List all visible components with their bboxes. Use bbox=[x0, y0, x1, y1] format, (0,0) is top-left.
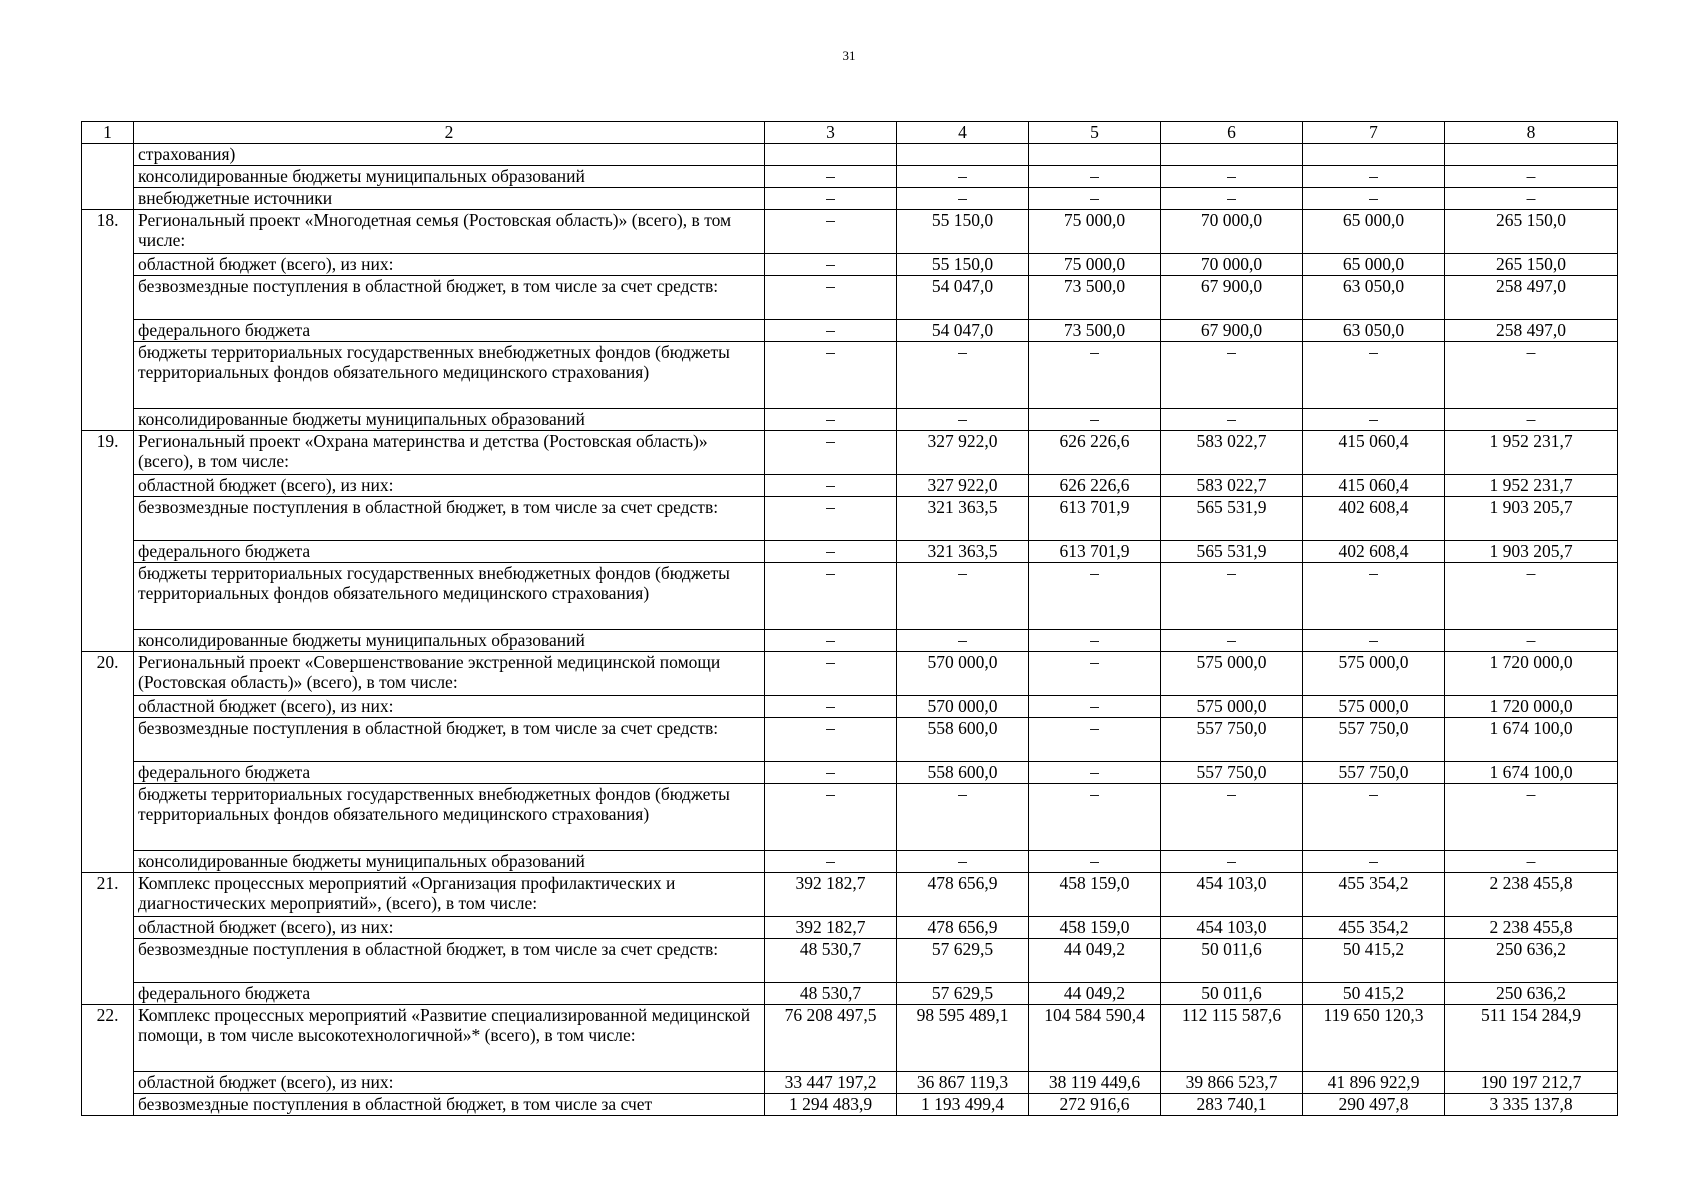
value-cell-col8: 1 720 000,0 bbox=[1445, 652, 1618, 696]
value-cell-col7: – bbox=[1303, 851, 1445, 873]
value-cell-col3: – bbox=[765, 475, 897, 497]
value-cell-col6: – bbox=[1161, 166, 1303, 188]
value-cell-col3: – bbox=[765, 320, 897, 342]
value-cell-col8: 1 952 231,7 bbox=[1445, 475, 1618, 497]
value-cell-col7: 119 650 120,3 bbox=[1303, 1005, 1445, 1072]
value-cell-col5: – bbox=[1029, 409, 1161, 431]
table-row bbox=[82, 652, 1618, 696]
table-row bbox=[82, 851, 1618, 873]
value-cell-col3: 76 208 497,5 bbox=[765, 1005, 897, 1072]
row-description: бюджеты территориальных государственных внебюджетных фондов (бюджеты территориальных фондов обязательного медицинского страхования) bbox=[134, 563, 765, 630]
value-cell-col4: 98 595 489,1 bbox=[897, 1005, 1029, 1072]
value-cell-col8: 1 674 100,0 bbox=[1445, 718, 1618, 762]
value-cell-col3: – bbox=[765, 497, 897, 541]
value-cell-col8: 1 674 100,0 bbox=[1445, 762, 1618, 784]
value-cell-col7: – bbox=[1303, 166, 1445, 188]
value-cell-col7: 50 415,2 bbox=[1303, 983, 1445, 1005]
header-row bbox=[82, 122, 1618, 144]
row-description: федерального бюджета bbox=[134, 320, 765, 342]
value-cell-col8: 511 154 284,9 bbox=[1445, 1005, 1618, 1072]
table-row bbox=[82, 276, 1618, 320]
value-cell-col7: 415 060,4 bbox=[1303, 475, 1445, 497]
value-cell-col3: – bbox=[765, 762, 897, 784]
value-cell-col6: 565 531,9 bbox=[1161, 497, 1303, 541]
value-cell-col5: – bbox=[1029, 762, 1161, 784]
row-description: безвозмездные поступления в областной бюджет, в том числе за счет средств: bbox=[134, 718, 765, 762]
value-cell-col6: – bbox=[1161, 851, 1303, 873]
value-cell-col6: 557 750,0 bbox=[1161, 762, 1303, 784]
value-cell-col6: 575 000,0 bbox=[1161, 652, 1303, 696]
row-description: областной бюджет (всего), из них: bbox=[134, 917, 765, 939]
row-description: Региональный проект «Совершенствование экстренной медицинской помощи (Ростовская область)» (всего), в том числе: bbox=[134, 652, 765, 696]
value-cell-col7: – bbox=[1303, 342, 1445, 409]
value-cell-col8: – bbox=[1445, 630, 1618, 652]
value-cell-col4: 327 922,0 bbox=[897, 475, 1029, 497]
table-row bbox=[82, 762, 1618, 784]
value-cell-col5: 613 701,9 bbox=[1029, 541, 1161, 563]
value-cell-col4: 1 193 499,4 bbox=[897, 1094, 1029, 1116]
table-row bbox=[82, 983, 1618, 1005]
row-description: Комплекс процессных мероприятий «Развитие специализированной медицинской помощи, в том числе высокотехнологичной»* (всего), в том числе: bbox=[134, 1005, 765, 1072]
value-cell-col4: 36 867 119,3 bbox=[897, 1072, 1029, 1094]
row-description: безвозмездные поступления в областной бюджет, в том числе за счет средств: bbox=[134, 276, 765, 320]
value-cell-col6: – bbox=[1161, 630, 1303, 652]
value-cell-col7: 575 000,0 bbox=[1303, 652, 1445, 696]
value-cell-col7: 455 354,2 bbox=[1303, 873, 1445, 917]
value-cell-col4: – bbox=[897, 342, 1029, 409]
value-cell-col7: – bbox=[1303, 630, 1445, 652]
value-cell-col5: – bbox=[1029, 563, 1161, 630]
value-cell-col6: 50 011,6 bbox=[1161, 983, 1303, 1005]
table-row bbox=[82, 431, 1618, 475]
value-cell-col6: 283 740,1 bbox=[1161, 1094, 1303, 1116]
row-description: внебюджетные источники bbox=[134, 188, 765, 210]
value-cell-col4: 321 363,5 bbox=[897, 541, 1029, 563]
value-cell-col6: – bbox=[1161, 188, 1303, 210]
header-cell: 1 bbox=[82, 122, 134, 144]
item-number: 21. bbox=[82, 873, 134, 1005]
value-cell-col7: 402 608,4 bbox=[1303, 541, 1445, 563]
table-row bbox=[82, 1005, 1618, 1072]
value-cell-col5: 44 049,2 bbox=[1029, 939, 1161, 983]
value-cell-col6: 70 000,0 bbox=[1161, 210, 1303, 254]
value-cell-col6: – bbox=[1161, 784, 1303, 851]
value-cell-col3 bbox=[765, 144, 897, 166]
value-cell-col7: 63 050,0 bbox=[1303, 276, 1445, 320]
value-cell-col5: 73 500,0 bbox=[1029, 320, 1161, 342]
table-row bbox=[82, 696, 1618, 718]
value-cell-col7: 63 050,0 bbox=[1303, 320, 1445, 342]
value-cell-col8: 265 150,0 bbox=[1445, 254, 1618, 276]
value-cell-col7: 455 354,2 bbox=[1303, 917, 1445, 939]
value-cell-col7: 557 750,0 bbox=[1303, 762, 1445, 784]
value-cell-col7: 65 000,0 bbox=[1303, 210, 1445, 254]
table-row bbox=[82, 541, 1618, 563]
value-cell-col5: – bbox=[1029, 342, 1161, 409]
header-cell: 6 bbox=[1161, 122, 1303, 144]
value-cell-col8: – bbox=[1445, 784, 1618, 851]
value-cell-col3: – bbox=[765, 630, 897, 652]
row-description: Региональный проект «Охрана материнства и детства (Ростовская область)» (всего), в том числе: bbox=[134, 431, 765, 475]
value-cell-col3: – bbox=[765, 188, 897, 210]
value-cell-col5: 38 119 449,6 bbox=[1029, 1072, 1161, 1094]
value-cell-col5 bbox=[1029, 144, 1161, 166]
value-cell-col5: – bbox=[1029, 784, 1161, 851]
value-cell-col5: – bbox=[1029, 718, 1161, 762]
value-cell-col5: 613 701,9 bbox=[1029, 497, 1161, 541]
value-cell-col8: 250 636,2 bbox=[1445, 983, 1618, 1005]
value-cell-col8: 3 335 137,8 bbox=[1445, 1094, 1618, 1116]
value-cell-col7: 402 608,4 bbox=[1303, 497, 1445, 541]
table-row bbox=[82, 475, 1618, 497]
value-cell-col7 bbox=[1303, 144, 1445, 166]
value-cell-col3: – bbox=[765, 652, 897, 696]
value-cell-col8: 2 238 455,8 bbox=[1445, 873, 1618, 917]
value-cell-col4: – bbox=[897, 563, 1029, 630]
row-description: Комплекс процессных мероприятий «Организация профилактических и диагностических мероприятий», (всего), в том числе: bbox=[134, 873, 765, 917]
value-cell-col5: – bbox=[1029, 652, 1161, 696]
value-cell-col5: 458 159,0 bbox=[1029, 873, 1161, 917]
value-cell-col3: 33 447 197,2 bbox=[765, 1072, 897, 1094]
value-cell-col8 bbox=[1445, 144, 1618, 166]
value-cell-col5: – bbox=[1029, 630, 1161, 652]
value-cell-col3: – bbox=[765, 851, 897, 873]
value-cell-col4: – bbox=[897, 630, 1029, 652]
row-description: областной бюджет (всего), из них: bbox=[134, 1072, 765, 1094]
table-row bbox=[82, 939, 1618, 983]
table-row bbox=[82, 718, 1618, 762]
header-cell: 4 bbox=[897, 122, 1029, 144]
value-cell-col6: – bbox=[1161, 563, 1303, 630]
item-number: 18. bbox=[82, 210, 134, 431]
value-cell-col3: – bbox=[765, 541, 897, 563]
table-row bbox=[82, 254, 1618, 276]
value-cell-col3: 48 530,7 bbox=[765, 939, 897, 983]
value-cell-col6: 565 531,9 bbox=[1161, 541, 1303, 563]
value-cell-col4: – bbox=[897, 409, 1029, 431]
value-cell-col4: – bbox=[897, 166, 1029, 188]
value-cell-col8: 1 952 231,7 bbox=[1445, 431, 1618, 475]
value-cell-col4: 57 629,5 bbox=[897, 939, 1029, 983]
value-cell-col3: – bbox=[765, 210, 897, 254]
value-cell-col3: – bbox=[765, 563, 897, 630]
value-cell-col4: 55 150,0 bbox=[897, 254, 1029, 276]
value-cell-col5: – bbox=[1029, 851, 1161, 873]
value-cell-col4: 321 363,5 bbox=[897, 497, 1029, 541]
value-cell-col8: 250 636,2 bbox=[1445, 939, 1618, 983]
value-cell-col3: – bbox=[765, 342, 897, 409]
value-cell-col6: 39 866 523,7 bbox=[1161, 1072, 1303, 1094]
item-number: 22. bbox=[82, 1005, 134, 1116]
row-description: областной бюджет (всего), из них: bbox=[134, 696, 765, 718]
header-cell: 2 bbox=[134, 122, 765, 144]
value-cell-col7: 575 000,0 bbox=[1303, 696, 1445, 718]
row-description: федерального бюджета bbox=[134, 762, 765, 784]
row-description: областной бюджет (всего), из них: bbox=[134, 254, 765, 276]
value-cell-col3: – bbox=[765, 431, 897, 475]
value-cell-col6: 454 103,0 bbox=[1161, 917, 1303, 939]
item-number bbox=[82, 144, 134, 210]
value-cell-col6: 67 900,0 bbox=[1161, 276, 1303, 320]
table-row bbox=[82, 563, 1618, 630]
header-cell: 5 bbox=[1029, 122, 1161, 144]
value-cell-col3: – bbox=[765, 166, 897, 188]
value-cell-col6: – bbox=[1161, 342, 1303, 409]
header-cell: 3 bbox=[765, 122, 897, 144]
value-cell-col4: 478 656,9 bbox=[897, 873, 1029, 917]
value-cell-col6: – bbox=[1161, 409, 1303, 431]
row-description: федерального бюджета bbox=[134, 541, 765, 563]
row-description: Региональный проект «Многодетная семья (Ростовская область)» (всего), в том числе: bbox=[134, 210, 765, 254]
value-cell-col4: 570 000,0 bbox=[897, 696, 1029, 718]
value-cell-col5: 626 226,6 bbox=[1029, 475, 1161, 497]
value-cell-col5: – bbox=[1029, 166, 1161, 188]
row-description: консолидированные бюджеты муниципальных образований bbox=[134, 166, 765, 188]
value-cell-col5: 75 000,0 bbox=[1029, 210, 1161, 254]
row-description: бюджеты территориальных государственных внебюджетных фондов (бюджеты территориальных фондов обязательного медицинского страхования) bbox=[134, 784, 765, 851]
value-cell-col5: 458 159,0 bbox=[1029, 917, 1161, 939]
value-cell-col5: 75 000,0 bbox=[1029, 254, 1161, 276]
value-cell-col7: 557 750,0 bbox=[1303, 718, 1445, 762]
value-cell-col8: 1 720 000,0 bbox=[1445, 696, 1618, 718]
value-cell-col7: 290 497,8 bbox=[1303, 1094, 1445, 1116]
value-cell-col4: 327 922,0 bbox=[897, 431, 1029, 475]
header-cell: 7 bbox=[1303, 122, 1445, 144]
value-cell-col3: – bbox=[765, 718, 897, 762]
value-cell-col7: 50 415,2 bbox=[1303, 939, 1445, 983]
value-cell-col6: 50 011,6 bbox=[1161, 939, 1303, 983]
row-description: безвозмездные поступления в областной бюджет, в том числе за счет bbox=[134, 1094, 765, 1116]
row-description: консолидированные бюджеты муниципальных образований bbox=[134, 409, 765, 431]
value-cell-col6: 454 103,0 bbox=[1161, 873, 1303, 917]
value-cell-col7: 65 000,0 bbox=[1303, 254, 1445, 276]
table-row bbox=[82, 630, 1618, 652]
value-cell-col8: 265 150,0 bbox=[1445, 210, 1618, 254]
header-cell: 8 bbox=[1445, 122, 1618, 144]
value-cell-col8: 2 238 455,8 bbox=[1445, 917, 1618, 939]
value-cell-col4: – bbox=[897, 188, 1029, 210]
table-row bbox=[82, 342, 1618, 409]
value-cell-col4: 54 047,0 bbox=[897, 276, 1029, 320]
value-cell-col8: – bbox=[1445, 563, 1618, 630]
table-row bbox=[82, 497, 1618, 541]
value-cell-col8: – bbox=[1445, 409, 1618, 431]
value-cell-col6: 557 750,0 bbox=[1161, 718, 1303, 762]
value-cell-col6: 67 900,0 bbox=[1161, 320, 1303, 342]
value-cell-col5: 73 500,0 bbox=[1029, 276, 1161, 320]
value-cell-col4: 558 600,0 bbox=[897, 762, 1029, 784]
table-row bbox=[82, 210, 1618, 254]
value-cell-col7: – bbox=[1303, 563, 1445, 630]
value-cell-col3: – bbox=[765, 276, 897, 320]
value-cell-col3: 392 182,7 bbox=[765, 917, 897, 939]
page-number: 31 bbox=[842, 48, 856, 63]
value-cell-col5: 626 226,6 bbox=[1029, 431, 1161, 475]
table-body bbox=[82, 122, 1618, 1116]
value-cell-col7: 41 896 922,9 bbox=[1303, 1072, 1445, 1094]
table-row bbox=[82, 1072, 1618, 1094]
value-cell-col8: 190 197 212,7 bbox=[1445, 1072, 1618, 1094]
value-cell-col5: 272 916,6 bbox=[1029, 1094, 1161, 1116]
value-cell-col8: 258 497,0 bbox=[1445, 276, 1618, 320]
item-number: 20. bbox=[82, 652, 134, 873]
value-cell-col4: 55 150,0 bbox=[897, 210, 1029, 254]
value-cell-col8: – bbox=[1445, 188, 1618, 210]
row-description: консолидированные бюджеты муниципальных образований bbox=[134, 851, 765, 873]
value-cell-col6: 112 115 587,6 bbox=[1161, 1005, 1303, 1072]
table-row bbox=[82, 320, 1618, 342]
row-description: безвозмездные поступления в областной бюджет, в том числе за счет средств: bbox=[134, 497, 765, 541]
value-cell-col6: 70 000,0 bbox=[1161, 254, 1303, 276]
value-cell-col8: 1 903 205,7 bbox=[1445, 497, 1618, 541]
value-cell-col8: 1 903 205,7 bbox=[1445, 541, 1618, 563]
value-cell-col7: – bbox=[1303, 409, 1445, 431]
value-cell-col5: – bbox=[1029, 696, 1161, 718]
value-cell-col4: – bbox=[897, 851, 1029, 873]
item-number: 19. bbox=[82, 431, 134, 652]
value-cell-col7: – bbox=[1303, 784, 1445, 851]
table-row bbox=[82, 188, 1618, 210]
row-description: безвозмездные поступления в областной бюджет, в том числе за счет средств: bbox=[134, 939, 765, 983]
value-cell-col8: – bbox=[1445, 166, 1618, 188]
value-cell-col7: – bbox=[1303, 188, 1445, 210]
value-cell-col4: 478 656,9 bbox=[897, 917, 1029, 939]
value-cell-col3: – bbox=[765, 254, 897, 276]
value-cell-col6 bbox=[1161, 144, 1303, 166]
row-description: страхования) bbox=[134, 144, 765, 166]
value-cell-col4: – bbox=[897, 784, 1029, 851]
table-row bbox=[82, 144, 1618, 166]
value-cell-col6: 583 022,7 bbox=[1161, 475, 1303, 497]
table-row bbox=[82, 166, 1618, 188]
table-row bbox=[82, 409, 1618, 431]
value-cell-col3: – bbox=[765, 696, 897, 718]
value-cell-col4: 57 629,5 bbox=[897, 983, 1029, 1005]
row-description: федерального бюджета bbox=[134, 983, 765, 1005]
row-description: областной бюджет (всего), из них: bbox=[134, 475, 765, 497]
value-cell-col6: 583 022,7 bbox=[1161, 431, 1303, 475]
table-row bbox=[82, 917, 1618, 939]
value-cell-col7: 415 060,4 bbox=[1303, 431, 1445, 475]
value-cell-col5: 104 584 590,4 bbox=[1029, 1005, 1161, 1072]
table-row bbox=[82, 873, 1618, 917]
value-cell-col5: – bbox=[1029, 188, 1161, 210]
value-cell-col4: 570 000,0 bbox=[897, 652, 1029, 696]
value-cell-col4: 54 047,0 bbox=[897, 320, 1029, 342]
value-cell-col8: 258 497,0 bbox=[1445, 320, 1618, 342]
budget-table bbox=[81, 121, 1618, 1116]
value-cell-col3: 392 182,7 bbox=[765, 873, 897, 917]
value-cell-col4 bbox=[897, 144, 1029, 166]
value-cell-col3: – bbox=[765, 784, 897, 851]
value-cell-col3: 48 530,7 bbox=[765, 983, 897, 1005]
value-cell-col4: 558 600,0 bbox=[897, 718, 1029, 762]
row-description: консолидированные бюджеты муниципальных образований bbox=[134, 630, 765, 652]
value-cell-col5: 44 049,2 bbox=[1029, 983, 1161, 1005]
table-row bbox=[82, 1094, 1618, 1116]
value-cell-col8: – bbox=[1445, 851, 1618, 873]
table-row bbox=[82, 784, 1618, 851]
value-cell-col3: 1 294 483,9 bbox=[765, 1094, 897, 1116]
value-cell-col3: – bbox=[765, 409, 897, 431]
row-description: бюджеты территориальных государственных внебюджетных фондов (бюджеты территориальных фондов обязательного медицинского страхования) bbox=[134, 342, 765, 409]
value-cell-col8: – bbox=[1445, 342, 1618, 409]
value-cell-col6: 575 000,0 bbox=[1161, 696, 1303, 718]
